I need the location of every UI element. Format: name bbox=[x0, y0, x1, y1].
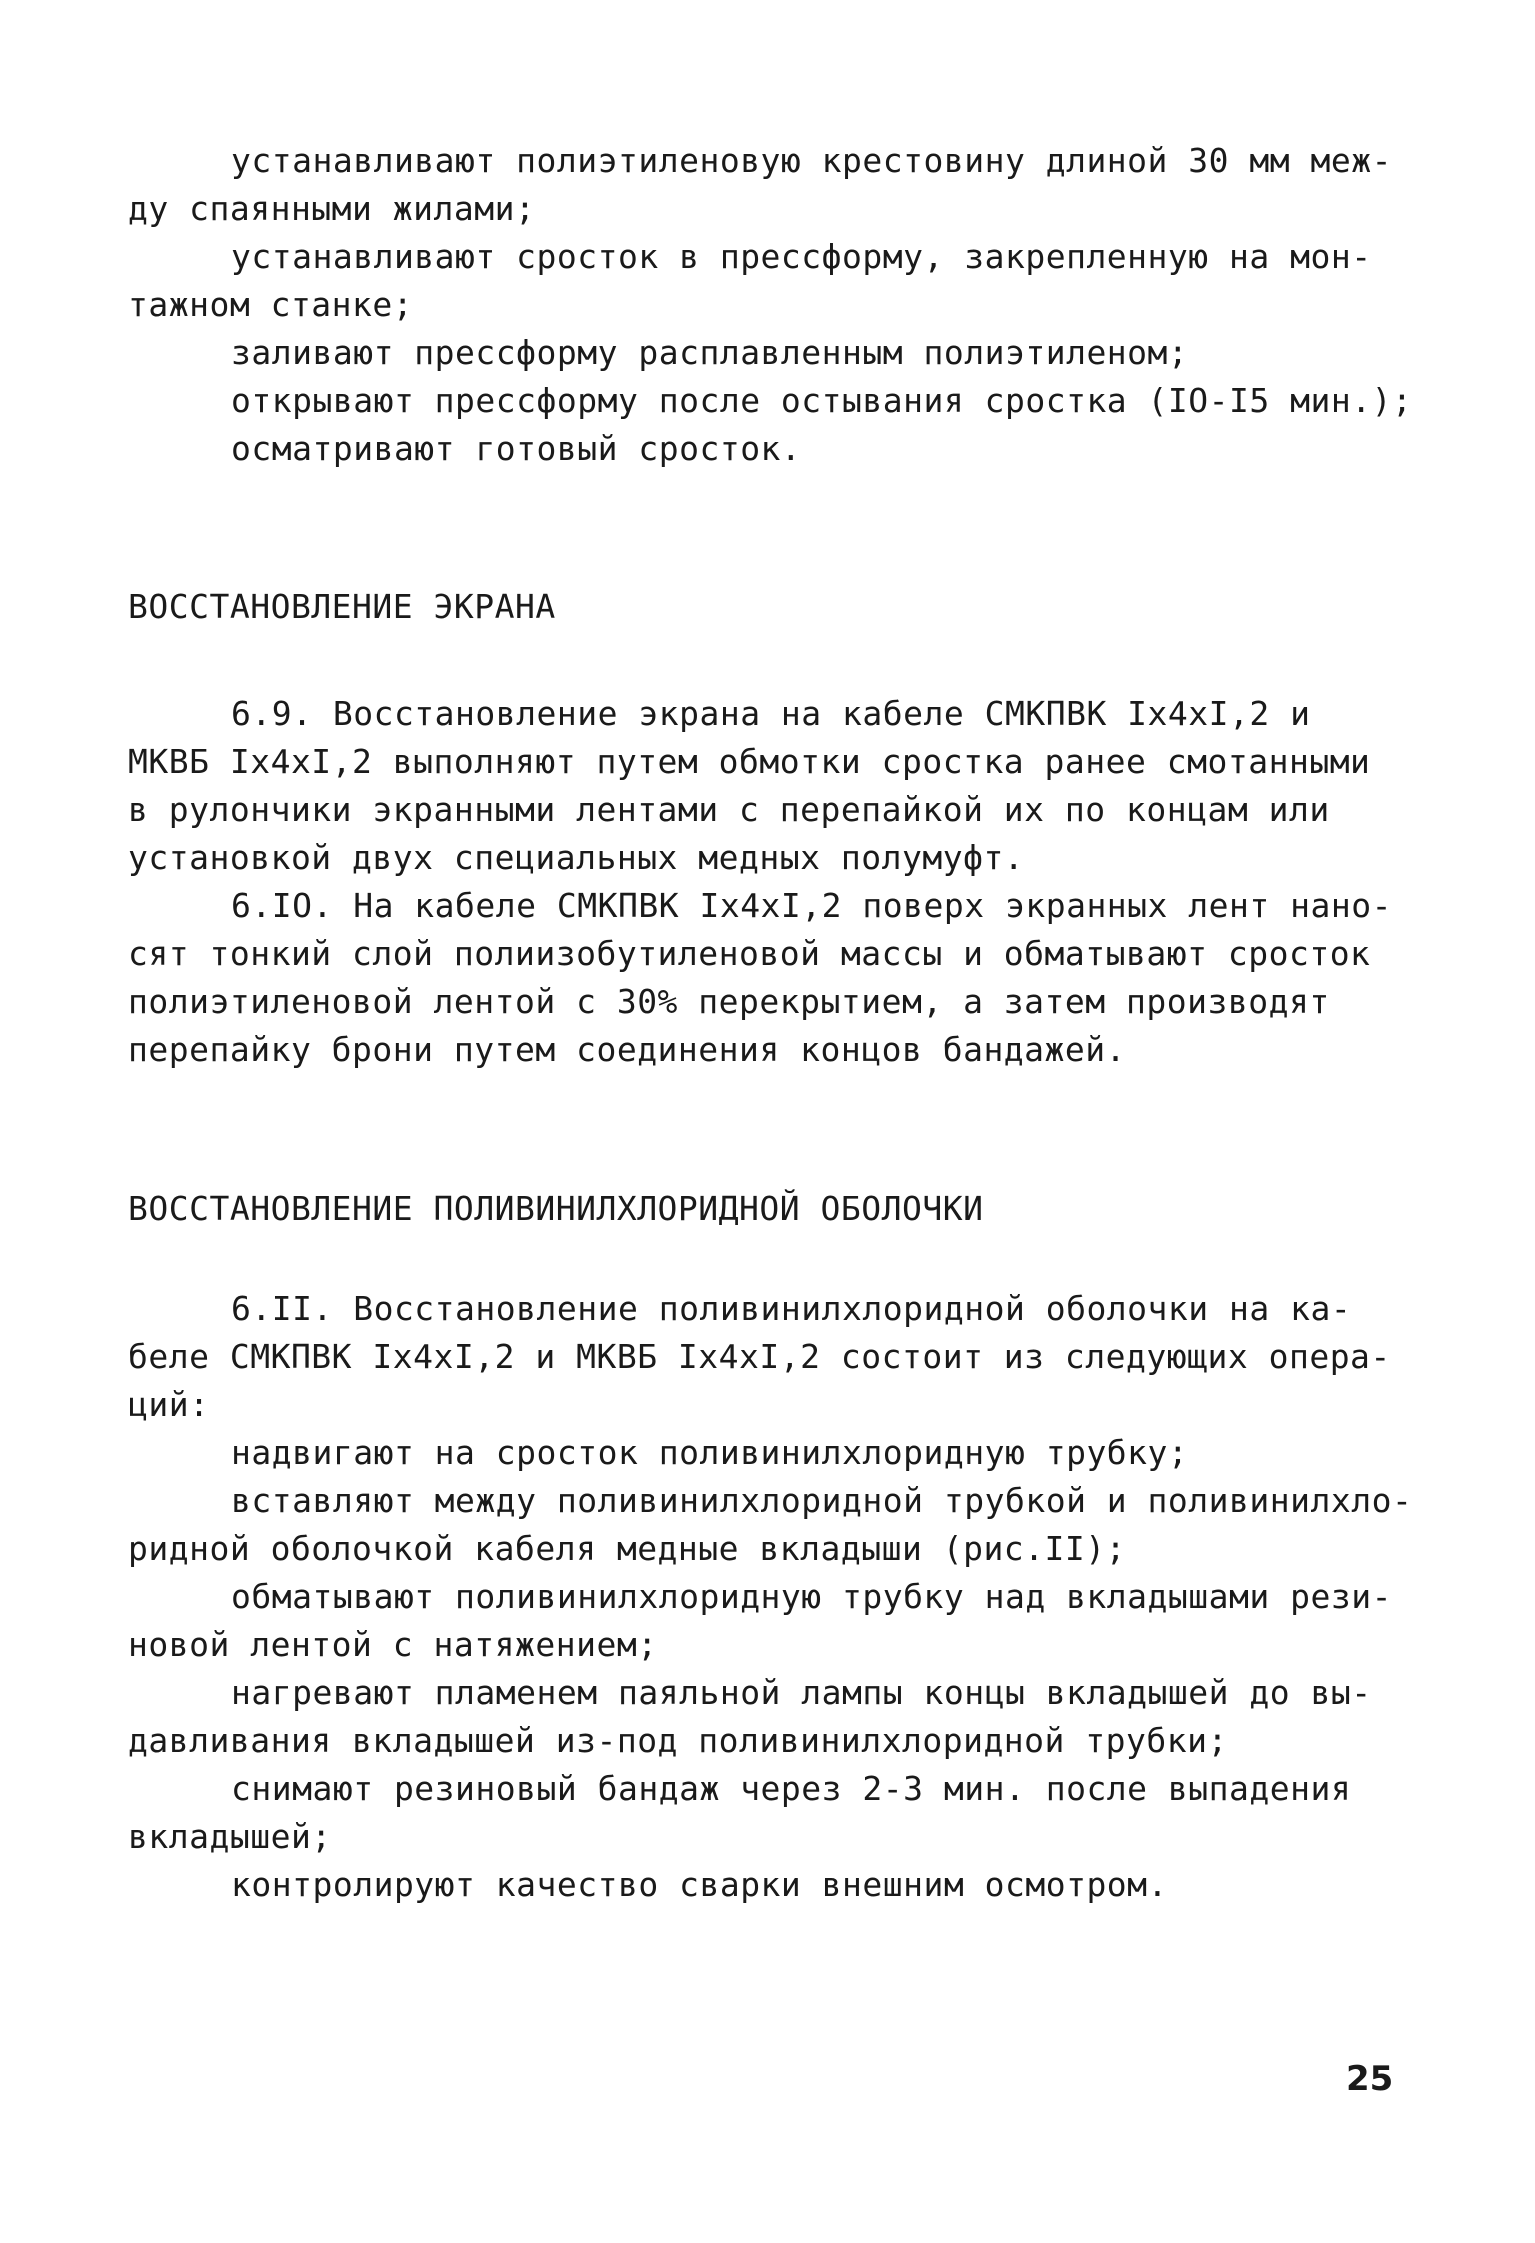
text-line: ций: bbox=[128, 1385, 210, 1424]
text-line: тажном станке; bbox=[128, 285, 414, 324]
text-line: сят тонкий слой полиизобутиленовой массы и обматывают сросток bbox=[128, 934, 1371, 973]
text-line: давливания вкладышей из-под поливинилхлоридной трубки; bbox=[128, 1721, 1228, 1760]
page-number: 25 bbox=[1346, 2059, 1394, 2099]
text-line: 6.IO. На кабеле СМКПВК Iх4хI,2 поверх экранных лент нано- bbox=[231, 886, 1392, 925]
text-line: вставляют между поливинилхлоридной трубкой и поливинилхло- bbox=[231, 1481, 1413, 1520]
text-line: контролируют качество сварки внешним осмотром. bbox=[231, 1865, 1168, 1904]
text-line: снимают резиновый бандаж через 2-3 мин. после выпадения bbox=[231, 1769, 1352, 1808]
text-line: беле СМКПВК Iх4хI,2 и МКВБ Iх4хI,2 состоит из следующих опера- bbox=[128, 1337, 1391, 1376]
text-line: в рулончики экранными лентами с перепайкой их по концам или bbox=[128, 790, 1330, 829]
text-line: полиэтиленовой лентой с 30% перекрытием, а затем производят bbox=[128, 982, 1330, 1021]
text-line: надвигают на сросток поливинилхлоридную трубку; bbox=[231, 1433, 1189, 1472]
text-line: осматривают готовый сросток. bbox=[231, 429, 802, 468]
section-heading-pvc-sheath-restoration: ВОССТАНОВЛЕНИЕ ПОЛИВИНИЛХЛОРИДНОЙ ОБОЛОЧКИ bbox=[128, 1189, 984, 1228]
text-line: МКВБ Iх4хI,2 выполняют путем обмотки сростка ранее смотанными bbox=[128, 742, 1371, 781]
text-line: обматывают поливинилхлоридную трубку над вкладышами рези- bbox=[231, 1577, 1392, 1616]
text-line: перепайку брони путем соединения концов бандажей. bbox=[128, 1030, 1127, 1069]
text-line: 6.II. Восстановление поливинилхлоридной оболочки на ка- bbox=[231, 1289, 1352, 1328]
text-line: вкладышей; bbox=[128, 1817, 332, 1856]
text-line: устанавливают сросток в прессформу, закрепленную на мон- bbox=[231, 237, 1372, 276]
section-heading-screen-restoration: ВОССТАНОВЛЕНИЕ ЭКРАНА bbox=[128, 587, 556, 626]
text-line: ридной оболочкой кабеля медные вкладыши (рис.II); bbox=[128, 1529, 1127, 1568]
text-line: нагревают пламенем паяльной лампы концы вкладышей до вы- bbox=[231, 1673, 1372, 1712]
text-line: установкой двух специальных медных полумуфт. bbox=[128, 838, 1025, 877]
text-line: заливают прессформу расплавленным полиэтиленом; bbox=[231, 333, 1189, 372]
text-line: 6.9. Восстановление экрана на кабеле СМКПВК Iх4хI,2 и bbox=[231, 694, 1311, 733]
text-line: новой лентой с натяжением; bbox=[128, 1625, 658, 1664]
text-line: устанавливают полиэтиленовую крестовину длиной 30 мм меж- bbox=[231, 141, 1392, 180]
text-line: ду спаянными жилами; bbox=[128, 189, 536, 228]
text-line: открывают прессформу после остывания сростка (IO-I5 мин.); bbox=[231, 381, 1413, 420]
